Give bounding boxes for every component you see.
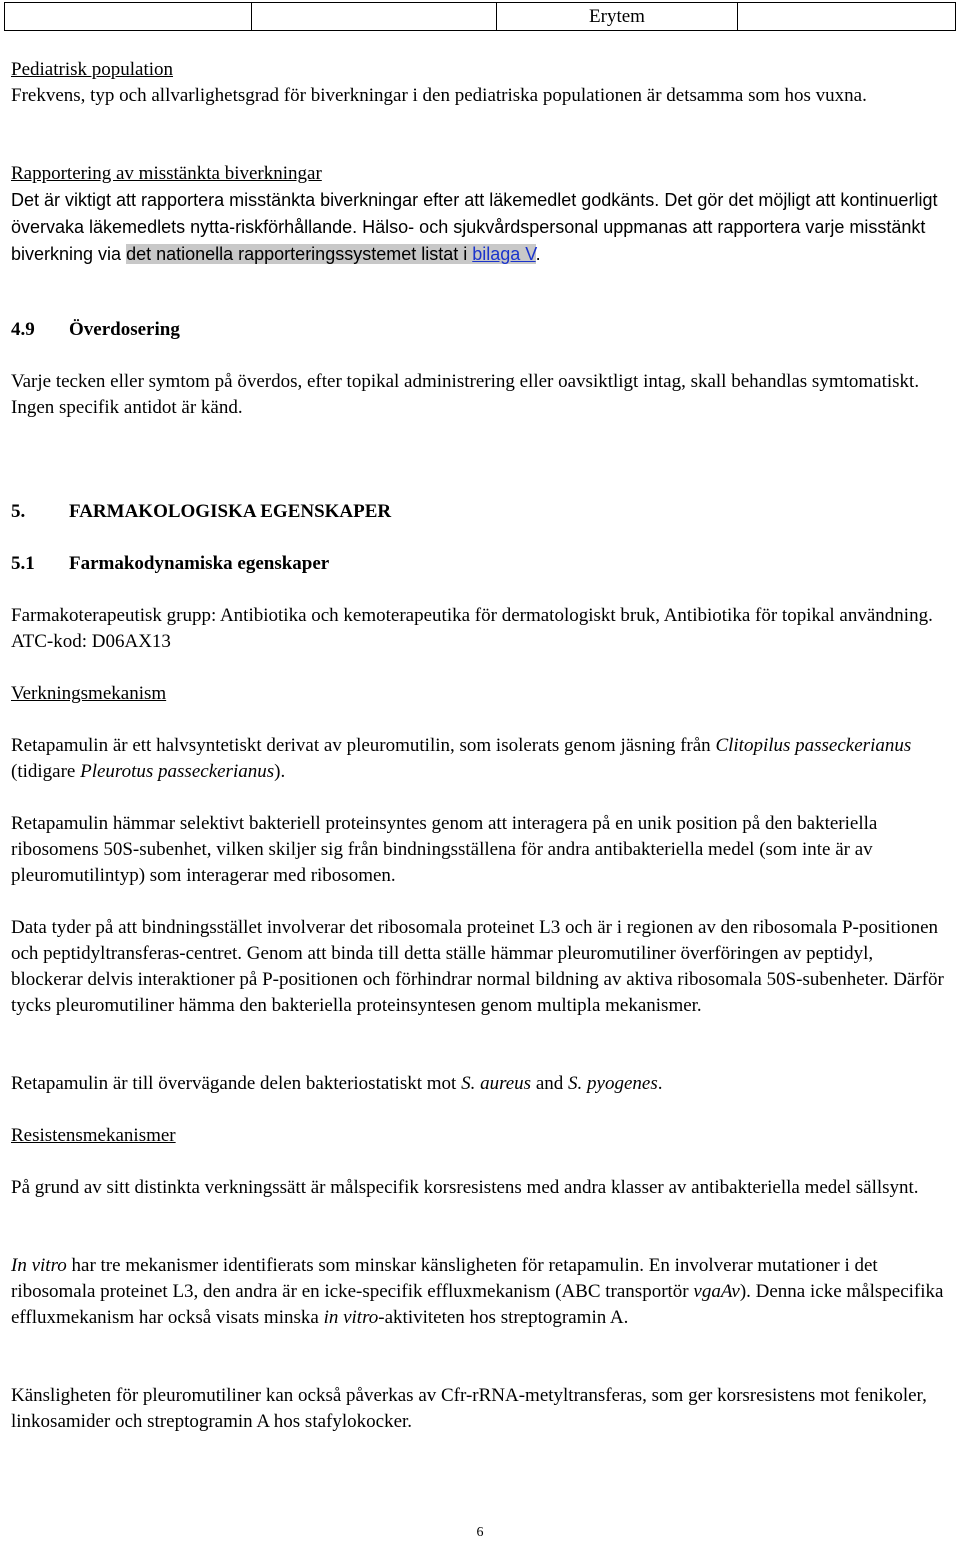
section-title: Överdosering <box>69 319 180 340</box>
pediatric-heading: Pediatrisk population <box>11 59 174 80</box>
bilaga-v-link[interactable]: bilaga V <box>472 244 536 264</box>
reporting-section <box>11 161 946 268</box>
pharmacotherapeutic-group: Farmakoterapeutisk grupp: Antibiotika och kemoterapeutika för dermatologiskt bruk, Antibiotika för topikal användning. ATC-kod: D06AX13 <box>11 605 933 652</box>
mechanism-heading: Verkningsmekanism <box>11 683 167 704</box>
reporting-text-1: Det är viktigt att rapportera misstänkta biverkningar efter att läkemedlet godkänts. <box>11 190 660 210</box>
reporting-text <box>11 187 946 268</box>
mechanism-paragraph-3: Data tyder på att bindningsstället involverar det ribosomala proteinet L3 och är i regionen av den ribosomala P-positionen och peptidyltransferas-centret. Genom att binda till detta ställe hämmar pleuromutiliner överföringen av peptidyl, blockerar delvis interaktioner på P-positionen och förhindrar normal bildning av aktiva ribosomala 50S-subenheter. Därför tycks pleuromutiliner hämma den bakteriella proteinsyntesen genom multipla mekanismer. <box>11 917 944 1016</box>
pediatric-section <box>11 57 946 109</box>
resistance-paragraph-2: In vitro har tre mekanismer identifierats som minskar känsligheten för retapamulin. En involverar mutationer i det ribosomala proteinet L3, den andra är en icke-specifik effluxmekanism (ABC transportör vgaAv). Denna icke målspecifika effluxmekanism har också visats minska in vitro-aktiviteten hos streptogramin A. <box>11 1255 944 1328</box>
reporting-highlight: det nationella rapporteringssystemet listat i bilaga V <box>126 244 536 264</box>
pediatric-text: Frekvens, typ och allvarlighetsgrad för biverkningar i den pediatriska populationen är detsamma som hos vuxna. <box>11 85 867 106</box>
table-cell-erytem: Erytem <box>497 3 738 31</box>
page-number: 6 <box>476 1525 484 1540</box>
resistance-paragraph-3: Känsligheten för pleuromutiliner kan också påverkas av Cfr-rRNA-metyltransferas, som ger korsresistens mot fenikoler, linkosamider och streptogramin A hos stafylokocker. <box>11 1385 927 1432</box>
overdose-text: Varje tecken eller symtom på överdos, efter topikal administrering eller oavsiktligt intag, skall behandlas symtomatiskt. <box>11 371 920 392</box>
section-title: Farmakodynamiska egenskaper <box>69 553 330 574</box>
table-cell-empty-4 <box>738 3 956 31</box>
section-5-heading <box>11 499 946 525</box>
resistance-heading: Resistensmekanismer <box>11 1125 176 1146</box>
table-cell-empty-2 <box>252 3 497 31</box>
reporting-heading: Rapportering av misstänkta biverkningar <box>11 163 322 184</box>
section-4-9-heading <box>11 317 946 343</box>
adverse-reactions-table-row <box>4 2 956 31</box>
table-cell-empty-1 <box>5 3 252 31</box>
section-number: 5.1 <box>11 553 35 574</box>
resistance-paragraph-1: På grund av sitt distinkta verkningssätt är målspecifik korsresistens med andra klasser av antibakteriella medel sällsynt. <box>11 1177 919 1198</box>
section-number: 5. <box>11 501 26 522</box>
reporting-text-2: Det gör det möjligt att kontinuerligt övervaka läkemedlets nytta-riskförhållande. Hälso- och sjukvårdspersonal uppmanas att rapportera varje misstänkt biverkning via <box>11 190 938 264</box>
mechanism-paragraph-2: Retapamulin hämmar selektivt bakteriell proteinsyntes genom att interagera på en unik position på den bakteriella ribosomens 50S-subenhet, vilken skiljer sig från bindningsställena för andra antibakteriella medel (som inte är av pleuromutilintyp) som interagerar med ribosomen. <box>11 813 878 886</box>
reporting-end: . <box>535 244 541 264</box>
antidote-text: Ingen specifik antidot är känd. <box>11 397 243 418</box>
section-4-9-body <box>11 369 946 421</box>
mechanism-paragraph-4: Retapamulin är till övervägande delen bakteriostatiskt mot S. aureus and S. pyogenes. <box>11 1073 663 1094</box>
section-number: 4.9 <box>11 319 35 340</box>
mechanism-paragraph-1: Retapamulin är ett halvsyntetiskt derivat av pleuromutilin, som isolerats genom jäsning från Clitopilus passeckerianus (tidigare Pleurotus passeckerianus). <box>11 735 912 782</box>
section-title: FARMAKOLOGISKA EGENSKAPER <box>69 501 392 522</box>
section-5-1-heading <box>11 551 946 577</box>
